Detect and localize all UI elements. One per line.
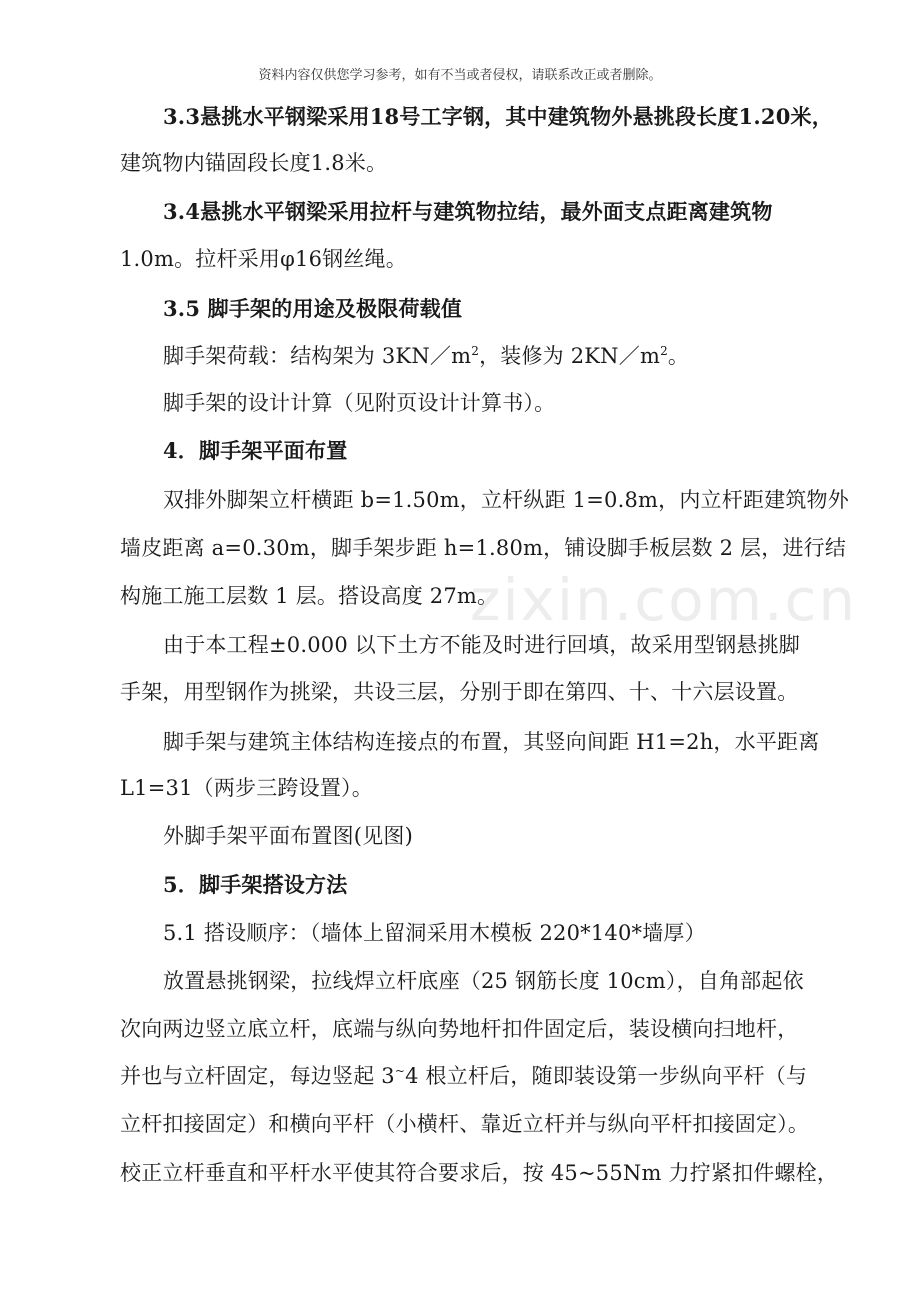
text-line: L1=31（两步三跨设置）。 <box>120 776 373 800</box>
load-middle: ，装修为 2KN／m <box>479 344 661 368</box>
text-line: 墙皮距离 a=0.30m，脚手架步距 h=1.80m，铺设脚手板层数 2 层，进行结 <box>120 536 847 560</box>
line-prefix: 并也与立杆固定，每边竖起 3 <box>120 1064 395 1088</box>
text-line: 双排外脚架立杆横距 b=1.50m，立杆纵距 1=0.8m，内立杆距建筑物外 <box>163 488 849 512</box>
line-prefix: 立杆扣接固定） <box>120 1112 269 1136</box>
text-line: 3.4悬挑水平钢梁采用拉杆与建筑物拉结，最外面支点距离建筑物 <box>163 199 773 224</box>
text-line: 建筑物内锚固段长度1.8米。 <box>120 151 388 175</box>
text-line: 手架，用型钢作为挑梁，共设三层，分别于即在第四、十、十六层设置。 <box>120 680 799 704</box>
superscript: 2 <box>471 344 480 358</box>
section-heading: 4．脚手架平面布置 <box>163 438 348 463</box>
text-line: 3.3悬挑水平钢梁采用18号工字钢，其中建筑物外悬挑段长度1.20米， <box>163 104 833 129</box>
text-line: 5.1 搭设顺序：（墙体上留洞采用木模板 220*140*墙厚） <box>163 921 706 945</box>
line-rest: 和横向平杆（小横杆、靠近立杆并与纵向平杆扣接固定）。 <box>268 1112 810 1136</box>
text-line: 构施工施工层数 1 层。搭设高度 27m。 <box>120 584 499 608</box>
section-heading: 3.5 脚手架的用途及极限荷载值 <box>163 296 463 321</box>
watermark: zixin.com.cn <box>470 566 858 634</box>
load-suffix: 。 <box>667 344 690 368</box>
text-line-load <box>163 343 689 369</box>
text-line: 1.0m。拉杆采用φ16钢丝绳。 <box>120 247 407 271</box>
text-line: 脚手架的设计计算（见附页设计计算书）。 <box>163 391 556 415</box>
text-line: 脚手架与建筑主体结构连接点的布置，其竖向间距 H1=2h，水平距离 <box>163 730 820 754</box>
text-line: 校正立杆垂直和平杆水平使其符合要求后，按 45~55Nm 力拧紧扣件螺栓， <box>120 1161 839 1185</box>
text-line: 由于本工程±0.000 以下土方不能及时进行回填，故采用型钢悬挑脚 <box>163 633 800 657</box>
load-prefix: 脚手架荷载：结构架为 3KN／m <box>163 344 472 368</box>
section-heading: 5．脚手架搭设方法 <box>163 872 348 897</box>
line-suffix: 4 根立杆后，随即装设第一步纵向平杆（与 <box>405 1064 808 1088</box>
text-line <box>120 1063 807 1089</box>
text-line: 外脚手架平面布置图(见图) <box>163 824 413 848</box>
text-line: 次向两边竖立底立杆，底端与纵向势地杆扣件固定后，装设横向扫地杆， <box>120 1017 799 1041</box>
superscript-tilde: ~ <box>394 1064 406 1078</box>
text-line <box>120 1111 809 1137</box>
superscript: 2 <box>660 344 668 358</box>
text-line: 放置悬挑钢梁，拉线焊立杆底座（25 钢筋长度 10cm），自角部起依 <box>163 969 804 993</box>
page-header-notice: 资料内容仅供您学习参考，如有不当或者侵权，请联系改正或者删除。 <box>258 68 662 83</box>
